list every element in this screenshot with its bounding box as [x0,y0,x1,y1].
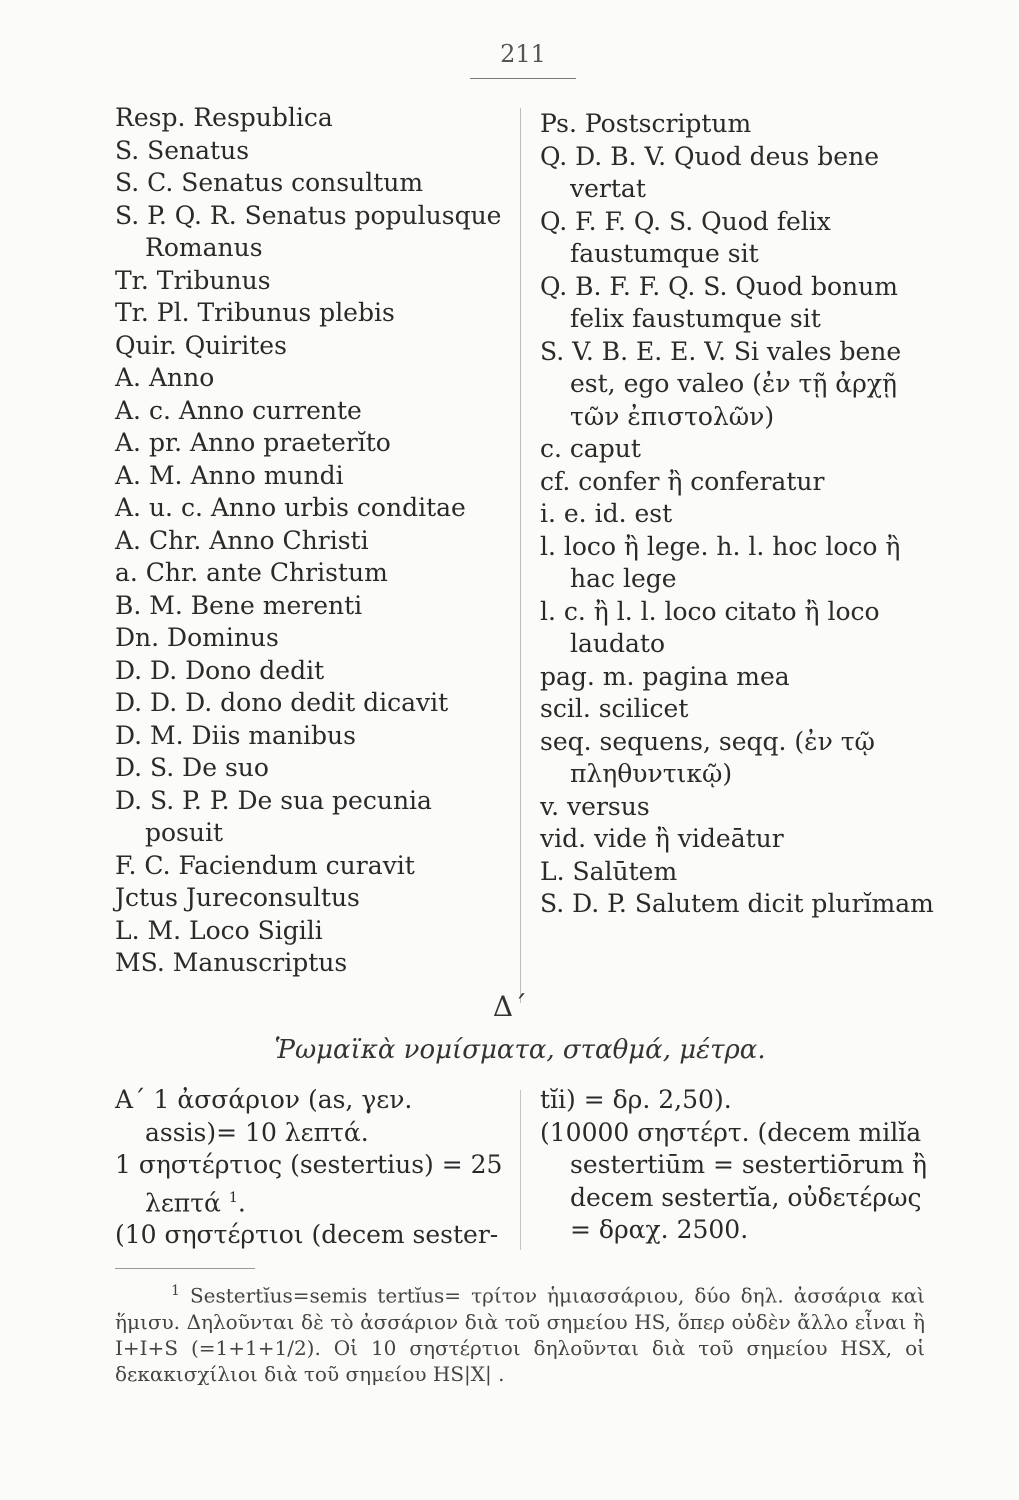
abbreviation-entry: D. S. P. P. De sua pecunia posuit [115,785,432,847]
abbreviation-entry: vid. vide ἢ videātur [540,824,784,853]
abbreviation-entry: Tr. Pl. Tribunus plebis [115,298,395,327]
footnote-mark: 1 [171,1283,180,1299]
abbreviation-list-left [115,102,510,980]
abbreviation-entry: a. Chr. ante Christum [115,558,388,587]
abbreviation-entry: L. M. Loco Sigili [115,915,323,945]
abbreviation-entry: Q. D. B. V. Quod deus bene vertat [540,141,880,203]
coin-entry: 1 σηστέρτιος (sestertius) = 25 λεπτά $^1$. [115,1150,503,1217]
coin-entry: (10000 σηστέρτ. (decem milĭa sestertiūm = sestertiōrum ἢ decem sestertĭa, οὐδετέρως = δραχ. 2500. [540,1117,927,1244]
section-title: Ῥωμαϊκὰ νομίσματα, σταθμά, μέτρα. [274,1035,766,1065]
abbreviation-entry: Resp. Respublica [115,103,333,132]
coin-entry: Α´ 1 ἀσσάριον (as, γεν. assis)= 10 λεπτά. [115,1085,413,1147]
abbreviation-entry: D. S. De suo [115,753,269,782]
abbreviation-entry: c. caput [540,434,641,463]
abbreviation-list-right [540,108,950,921]
abbreviation-entry: Q. F. F. Q. S. Quod felix faustumque sit [540,206,831,268]
coin-list-left [115,1084,505,1252]
abbreviation-entry: A. M. Anno mundi [115,460,344,490]
abbreviation-entry: S. D. P. Salutem dicit plurĭmam [540,889,934,918]
abbreviation-entry: A. c. Anno currente [115,395,362,425]
abbreviation-entry: seq. sequens, seqq. (ἐν τῷ πληθυντικῷ) [540,726,875,788]
abbreviation-entry: Dn. Dominus [115,623,279,652]
abbreviation-entry: D. D. Dono dedit [115,655,325,685]
abbreviation-entry: Tr. Tribunus [115,265,271,295]
abbreviation-entry: Ps. Postscriptum [540,109,752,138]
abbreviation-entry: Q. B. F. F. Q. S. Quod bonum felix faustumque sit [540,271,898,333]
coin-list-right [540,1084,940,1247]
abbreviation-entry: l. loco ἢ lege. h. l. hoc loco ἢ hac lege [540,531,901,593]
coin-entry: tĭi) = δρ. 2,50). [540,1085,732,1114]
coin-entry-text: 1 σηστέρτιος (sestertius) = 25 λεπτά [115,1150,503,1217]
abbreviation-entry: S. V. B. E. E. V. Si vales bene est, ego valeo (ἐν τῇ ἀρχῇ τῶν ἐπιστολῶν) [540,336,902,431]
footnote-text: Sestertĭus=semis tertĭus= τρίτον ἡμιασσάριου, δύο δηλ. ἀσσάρια καὶ ἥμισυ. Δηλοῦνται δὲ τὸ ἀσσάριον διὰ τοῦ σημείου HS, ὅπερ οὐδὲν ἄλλο εἶναι ἢ I+I+S (=1+1+1/2). Οἱ 10 σηστέρτιοι δηλοῦνται διὰ τοῦ σημείου HSX, οἱ δεκακισχίλιοι διὰ τοῦ σημείου HS|X| . [115,1283,925,1386]
abbreviation-entry: Quir. Quirites [115,330,287,360]
abbreviation-entry: v. versus [540,791,650,821]
abbreviation-entry: pag. m. pagina mea [540,661,790,691]
column-divider [520,1090,521,1250]
abbreviation-entry: D. M. Diis manibus [115,720,356,750]
section-letter: Δ´ [492,990,528,1023]
abbreviation-entry: S. P. Q. R. Senatus populusque Romanus [115,200,502,262]
abbreviation-entry: cf. confer ἢ conferatur [540,466,825,496]
abbreviation-entry: A. pr. Anno praeterĭto [115,428,391,457]
abbreviation-entry: B. M. Bene merenti [115,590,363,620]
footnote [115,1278,925,1387]
abbreviation-entry: scil. scilicet [540,694,689,723]
column-divider [520,108,521,1003]
footnote-divider [115,1268,255,1269]
footnote-reference: 1 [228,1189,238,1206]
abbreviation-entry: F. C. Faciendum curavit [115,850,415,880]
abbreviation-entry: A. u. c. Anno urbis conditae [115,493,466,522]
abbreviation-entry: S. Senatus [115,135,250,165]
abbreviation-entry: l. c. ἢ l. l. loco citato ἢ loco laudato [540,596,880,658]
abbreviation-entry: D. D. D. dono dedit dicavit [115,688,449,717]
abbreviation-entry: Jctus Jureconsultus [115,883,360,912]
abbreviation-entry: i. e. id. est [540,499,673,528]
abbreviation-entry: MS. Manuscriptus [115,948,348,977]
page-number: 211 [470,40,576,79]
coin-entry: (10 σηστέρτιοι (decem sester- [115,1220,499,1250]
abbreviation-entry: A. Chr. Anno Christi [115,525,369,555]
abbreviation-entry: S. C. Senatus consultum [115,168,424,197]
abbreviation-entry: A. Anno [115,363,215,392]
abbreviation-entry: L. Salūtem [540,856,678,886]
